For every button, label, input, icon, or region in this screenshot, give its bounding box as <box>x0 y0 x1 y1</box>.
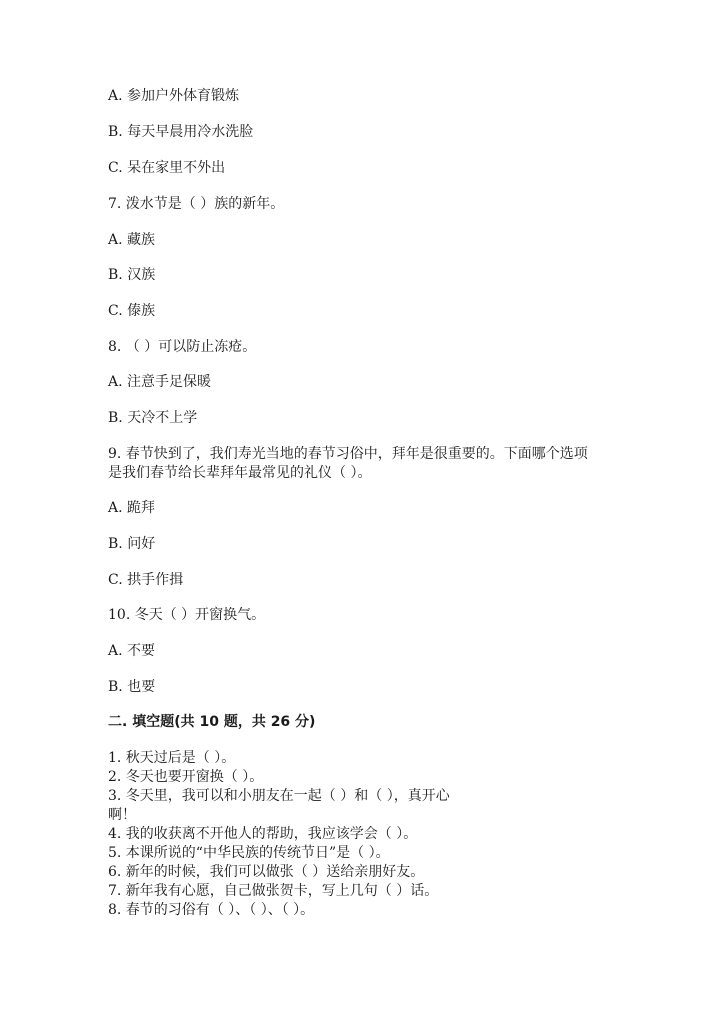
q9-option-c: C. 拱手作揖 <box>108 572 184 588</box>
q9-option-b: B. 问好 <box>108 536 156 552</box>
q7-stem: 7. 泼水节是（ ）族的新年。 <box>108 196 285 212</box>
q9-option-a: A. 跪拜 <box>108 500 156 516</box>
section2-heading: 二. 填空题(共 10 题，共 26 分) <box>108 714 316 730</box>
fill-item-6: 6. 新年的时候，我们可以做张（ ）送给亲朋好友。 <box>108 864 425 880</box>
fill-item-8: 8. 春节的习俗有（ ）、（ ）、（ ）。 <box>108 902 315 918</box>
q10-stem: 10. 冬天（ ）开窗换气。 <box>108 607 266 623</box>
q6-option-a: A. 参加户外体育锻炼 <box>108 88 240 104</box>
fill-item-7: 7. 新年我有心愿，自己做张贺卡，写上几句（ ）话。 <box>108 883 439 899</box>
q6-option-c: C. 呆在家里不外出 <box>108 160 226 176</box>
q10-option-a: A. 不要 <box>108 643 156 659</box>
q7-option-b: B. 汉族 <box>108 267 156 283</box>
q6-option-b: B. 每天早晨用冷水洗脸 <box>108 124 254 140</box>
fill-item-2: 2. 冬天也要开窗换（ ）。 <box>108 769 264 785</box>
q9-stem-line1: 9. 春节快到了，我们寿光当地的春节习俗中，拜年是很重要的。下面哪个选项 <box>108 446 588 462</box>
fill-item-1: 1. 秋天过后是（ ）。 <box>108 750 236 766</box>
fill-item-4: 4. 我的收获离不开他人的帮助，我应该学会（ ）。 <box>108 826 418 842</box>
fill-item-5: 5. 本课所说的“中华民族的传统节日”是（ ）。 <box>108 845 390 861</box>
q10-option-b: B. 也要 <box>108 679 156 695</box>
q8-stem: 8. （ ）可以防止冻疮。 <box>108 339 257 355</box>
q8-option-a: A. 注意手足保暖 <box>108 374 212 390</box>
q7-option-c: C. 傣族 <box>108 303 156 319</box>
fill-item-3: 3. 冬天里，我可以和小朋友在一起（ ）和（ ），真开心 <box>108 788 450 804</box>
q7-option-a: A. 藏族 <box>108 232 156 248</box>
fill-item-3-cont: 啊！ <box>108 807 136 823</box>
q9-stem-line2: 是我们春节给长辈拜年最常见的礼仪（ ）。 <box>108 465 372 481</box>
q8-option-b: B. 天冷不上学 <box>108 410 198 426</box>
